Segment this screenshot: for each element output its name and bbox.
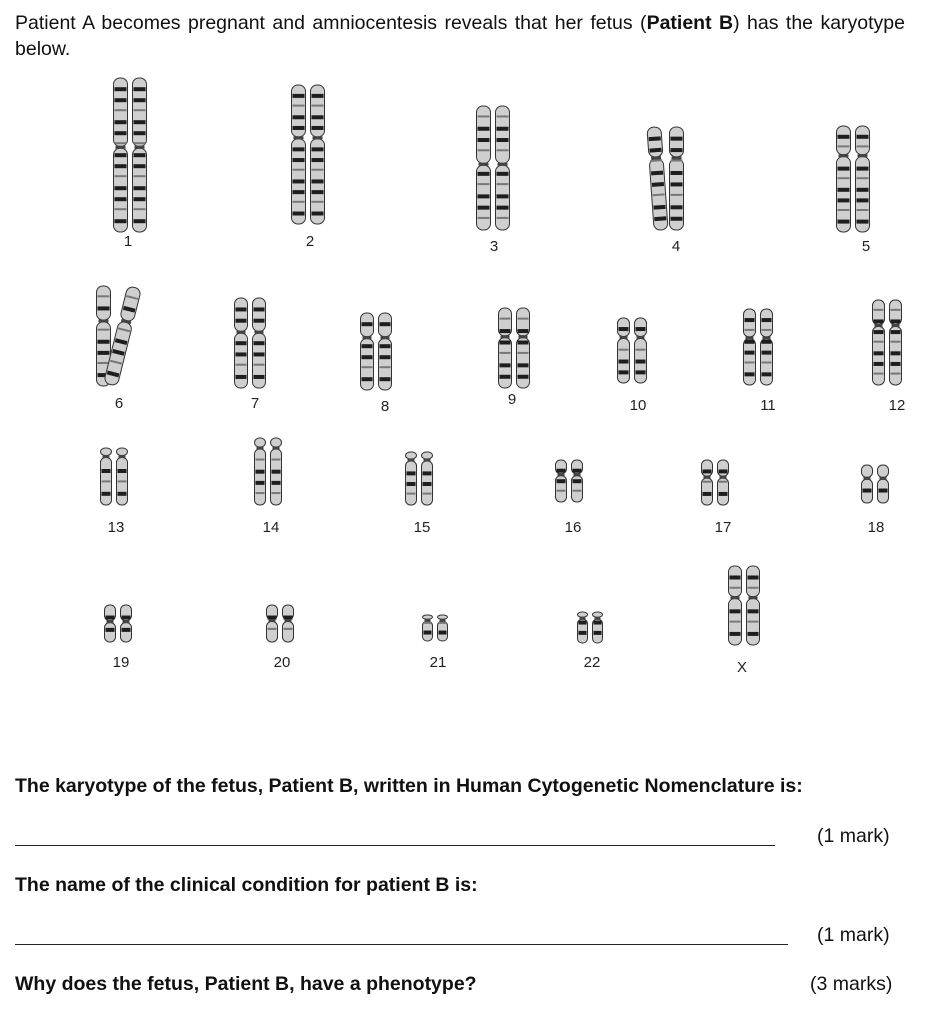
chromosome-pair-5: [837, 126, 870, 232]
chromosome-pair-13: [101, 448, 128, 505]
chromosome: [862, 465, 873, 503]
chromosome-pair-3: [477, 106, 510, 230]
chromosome-pair-10: [618, 318, 647, 383]
chromosome: [618, 318, 630, 383]
chromosome: [422, 452, 433, 505]
marks-condition: (1 mark): [817, 924, 890, 946]
chromosome-pair-6: [97, 286, 142, 386]
chromosome-label: 14: [262, 519, 280, 536]
chromosome: [593, 612, 603, 643]
marks-karyotype: (1 mark): [817, 825, 890, 847]
chromosome: [578, 612, 588, 643]
chromosome-label: 5: [861, 238, 871, 255]
chromosome: [477, 106, 491, 230]
chromosome-pair-21: [423, 615, 448, 641]
chromosome-label: 12: [888, 397, 906, 414]
chromosome: [747, 566, 760, 645]
chromosome-pair-1: [114, 78, 147, 232]
chromosome-label: 9: [507, 391, 517, 408]
chromosome: [729, 566, 742, 645]
chromosome: [718, 460, 729, 505]
chromosome-pair-14: [255, 438, 282, 505]
chromosome: [423, 615, 433, 641]
chromosome: [361, 313, 374, 390]
chromosome-label: 2: [305, 233, 315, 250]
chromosome-label: 20: [273, 654, 291, 671]
answer-line-condition[interactable]: [15, 944, 788, 945]
chromosome: [517, 308, 530, 388]
chromosome: [117, 448, 128, 505]
chromosome: [496, 106, 510, 230]
chromosome: [105, 605, 116, 642]
chromosome: [292, 85, 306, 224]
chromosome: [133, 78, 147, 232]
question-phenotype: Why does the fetus, Patient B, have a phenotype?: [15, 973, 477, 995]
chromosome: [499, 308, 512, 388]
chromosome: [856, 126, 870, 232]
chromosome: [890, 300, 902, 385]
chromosome: [255, 438, 266, 505]
chromosome: [406, 452, 417, 505]
chromosome-pair-17: [702, 460, 729, 505]
chromosome-label: 16: [564, 519, 582, 536]
intro-patient-b: Patient B: [646, 12, 734, 34]
marks-phenotype: (3 marks): [810, 973, 893, 995]
chromosome: [114, 78, 128, 232]
question-karyotype: The karyotype of the fetus, Patient B, written in Human Cytogenetic Nomenclature is:: [15, 775, 803, 797]
chromosome-pair-18: [862, 465, 889, 503]
chromosome: [271, 438, 282, 505]
chromosome-pair-12: [873, 300, 902, 385]
chromosome-label: 22: [583, 654, 601, 671]
chromosome-label: 19: [112, 654, 130, 671]
chromosome-label: 1: [123, 233, 133, 250]
chromosome: [101, 448, 112, 505]
chromosome-label: 13: [107, 519, 125, 536]
chromosome: [702, 460, 713, 505]
chromosome-pair-8: [361, 313, 392, 390]
chromosome: [647, 127, 668, 231]
chromosome: [235, 298, 248, 388]
answer-line-karyotype[interactable]: [15, 845, 775, 846]
chromosome-label: 15: [413, 519, 431, 536]
chromosome-pair-7: [235, 298, 266, 388]
question-condition: The name of the clinical condition for patient B is:: [15, 874, 478, 896]
chromosome: [267, 605, 278, 642]
chromosome: [837, 126, 851, 232]
chromosome-label: 6: [114, 395, 124, 412]
chromosome: [253, 298, 266, 388]
chromosome-label: 8: [380, 398, 390, 415]
chromosome: [283, 605, 294, 642]
chromosome-label: 11: [760, 397, 776, 414]
chromosome-label: 18: [867, 519, 885, 536]
chromosome-pair-15: [406, 452, 433, 505]
chromosome-pair-20: [267, 605, 294, 642]
chromosome-pair-16: [556, 460, 583, 502]
chromosome-label: X: [736, 659, 748, 676]
chromosome: [635, 318, 647, 383]
chromosome-pair-11: [744, 309, 773, 385]
chromosome-pair-2: [292, 85, 325, 224]
chromosome-label: 4: [671, 238, 681, 255]
chromosome-label: 21: [429, 654, 447, 671]
chromosome: [121, 605, 132, 642]
intro-text-2: ) has the karyotype below.: [15, 12, 906, 60]
chromosome: [670, 127, 684, 230]
chromosome-label: 10: [629, 397, 647, 414]
chromosome: [438, 615, 448, 641]
chromosome-label: 17: [714, 519, 732, 536]
chromosome: [873, 300, 885, 385]
chromosome: [311, 85, 325, 224]
chromosome: [556, 460, 567, 502]
chromosome: [379, 313, 392, 390]
chromosome-pair-4: [647, 127, 684, 231]
intro-text-1: Patient A becomes pregnant and amniocentesis reveals that her fetus (: [15, 12, 647, 34]
chromosome: [572, 460, 583, 502]
chromosome-label: 3: [489, 238, 499, 255]
chromosome-pair-9: [499, 308, 530, 388]
chromosome-pair-22: [578, 612, 603, 643]
chromosome: [878, 465, 889, 503]
chromosome: [761, 309, 773, 385]
chromosome-pair-19: [105, 605, 132, 642]
chromosome: [744, 309, 756, 385]
chromosome-label: 7: [250, 395, 260, 412]
chromosome-pair-X: [729, 566, 760, 645]
